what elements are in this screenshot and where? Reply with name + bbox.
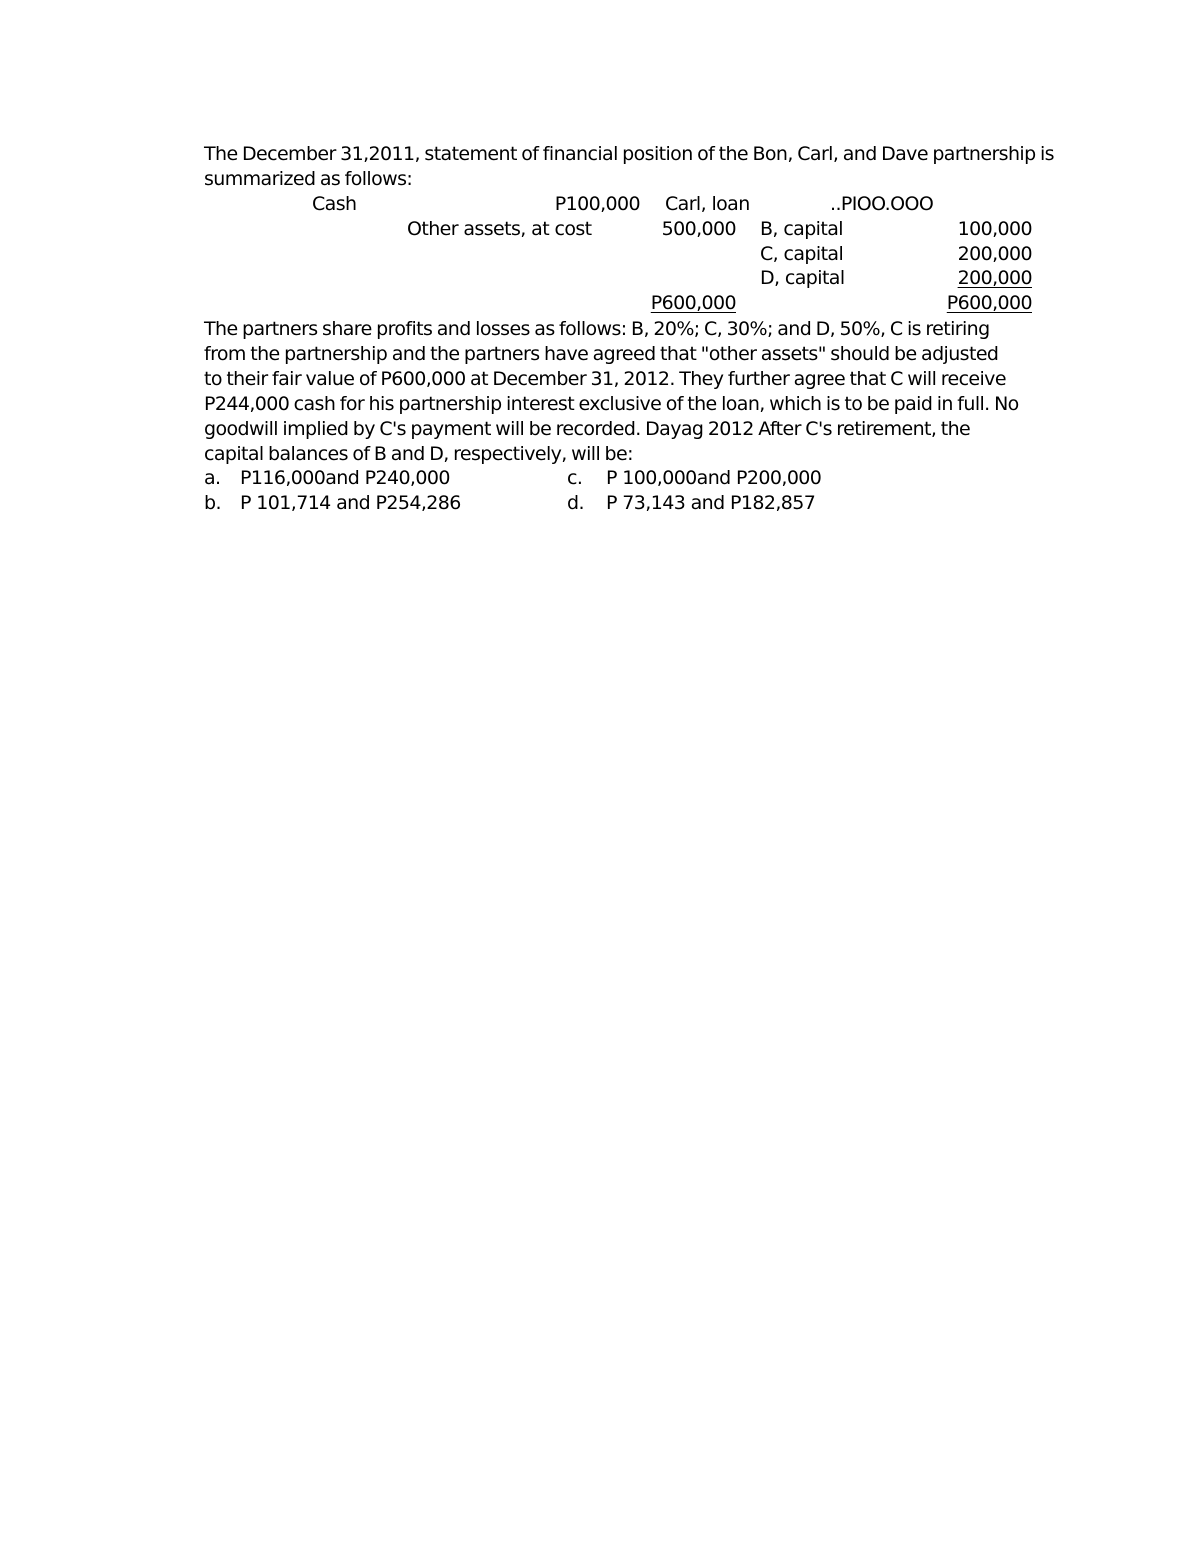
cash-value: P100,000: [554, 193, 640, 215]
other-assets-value: 500,000: [661, 218, 736, 240]
choice-c-text: P 100,000and P200,000: [606, 467, 822, 489]
carl-loan-value: ..PIOO.OOO: [830, 193, 934, 215]
body-line-5: goodwill implied by C's payment will be recorded. Dayag 2012 After C's retirement, the: [204, 418, 971, 440]
total-equities: P600,000: [946, 292, 1032, 314]
b-capital-value: 100,000: [957, 218, 1032, 240]
body-line-1: The partners share profits and losses as follows: B, 20%; C, 30%; and D, 50%, C is retiring: [204, 318, 990, 340]
body-line-2: from the partnership and the partners have agreed that "other assets" should be adjusted: [204, 343, 999, 365]
choice-d-text: P 73,143 and P182,857: [606, 492, 816, 514]
c-capital-value: 200,000: [957, 243, 1032, 265]
intro-line-2: summarized as follows:: [204, 168, 413, 190]
d-capital-label: D, capital: [760, 267, 845, 289]
choice-c-letter: c.: [567, 467, 583, 489]
d-capital-value: 200,000: [957, 267, 1032, 289]
choice-b-letter: b.: [204, 492, 221, 514]
choice-a-letter: a.: [204, 467, 221, 489]
other-assets-label: Other assets, at cost: [407, 218, 592, 240]
cash-label: Cash: [312, 193, 357, 215]
total-assets: P600,000: [650, 292, 736, 314]
choice-d-letter: d.: [567, 492, 584, 514]
intro-line-1: The December 31,2011, statement of financial position of the Bon, Carl, and Dave partnership is: [204, 143, 1054, 165]
body-line-4: P244,000 cash for his partnership interest exclusive of the loan, which is to be paid in full. No: [204, 393, 1019, 415]
b-capital-label: B, capital: [760, 218, 843, 240]
body-line-3: to their fair value of P600,000 at December 31, 2012. They further agree that C will receive: [204, 368, 1006, 390]
carl-loan-label: Carl, loan: [665, 193, 750, 215]
choice-a-text: P116,000and P240,000: [240, 467, 450, 489]
c-capital-label: C, capital: [760, 243, 844, 265]
choice-b-text: P 101,714 and P254,286: [240, 492, 461, 514]
body-line-6: capital balances of B and D, respectively, will be:: [204, 443, 633, 465]
